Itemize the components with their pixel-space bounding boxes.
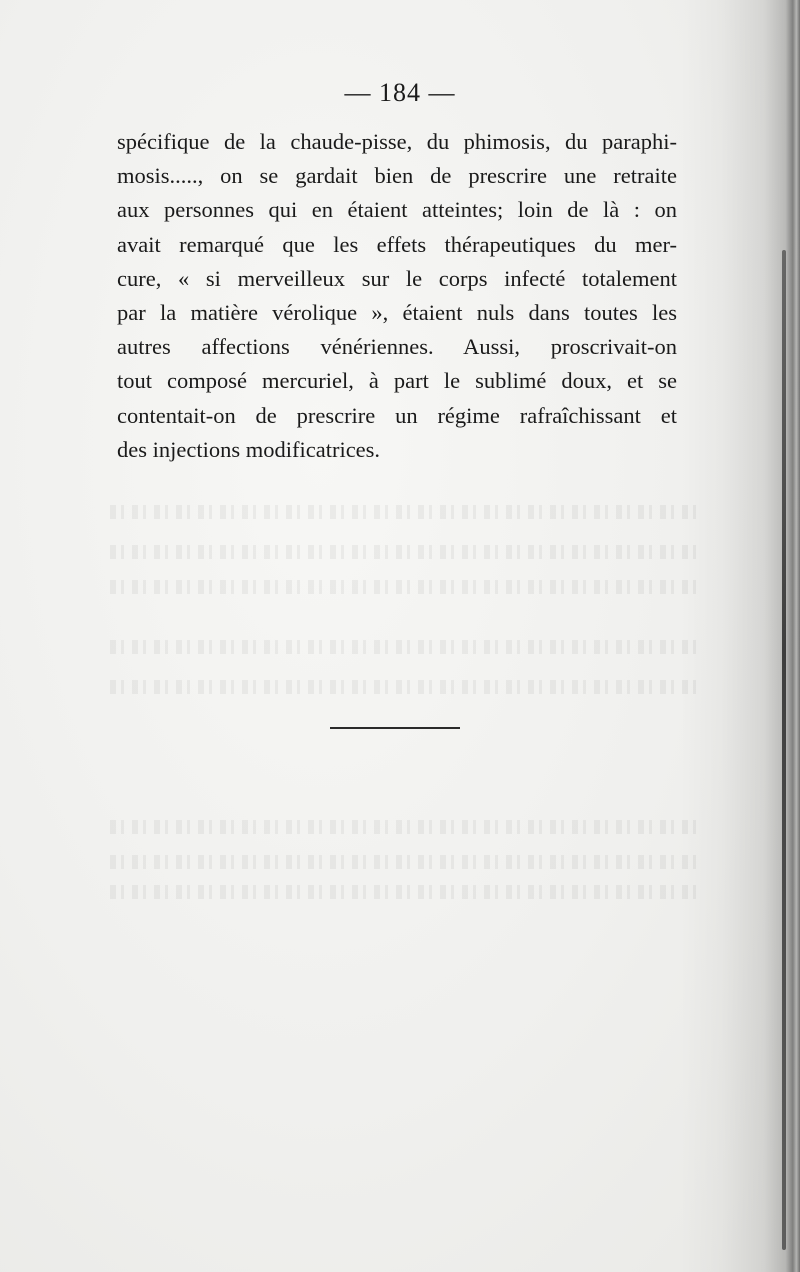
text-line: avait remarqué que les effets thérapeutiques du mer- <box>117 231 677 257</box>
section-end-rule <box>330 727 460 729</box>
bleed-through-texture <box>110 885 700 899</box>
text-line: des injections modificatrices. <box>117 436 381 462</box>
text-line: aux personnes qui en étaient atteintes; loin de là : on <box>117 197 677 223</box>
text-line: par la matière vérolique », étaient nuls dans toutes les <box>117 300 677 326</box>
bleed-through-texture <box>110 640 700 654</box>
text-line: autres affections vénériennes. Aussi, proscrivait-on <box>117 334 677 360</box>
text-line: spécifique de la chaude-pisse, du phimosis, du paraphi- <box>117 129 677 154</box>
text-line: contentait-on de prescrire un régime rafraîchissant et <box>117 402 677 428</box>
bleed-through-texture <box>110 680 700 694</box>
bleed-through-texture <box>110 820 700 834</box>
body-text <box>117 125 677 467</box>
bleed-through-texture <box>110 505 700 519</box>
page-number: — 184 — <box>344 78 456 107</box>
bleed-through-texture <box>110 855 700 869</box>
bleed-through-texture <box>110 545 700 559</box>
page-edge <box>782 250 786 1250</box>
text-line: mosis....., on se gardait bien de prescrire une retraite <box>117 163 677 189</box>
text-line: cure, « si merveilleux sur le corps infecté totalement <box>117 265 677 291</box>
text-line: tout composé mercuriel, à part le sublimé doux, et se <box>117 368 677 394</box>
bleed-through-texture <box>110 580 700 594</box>
